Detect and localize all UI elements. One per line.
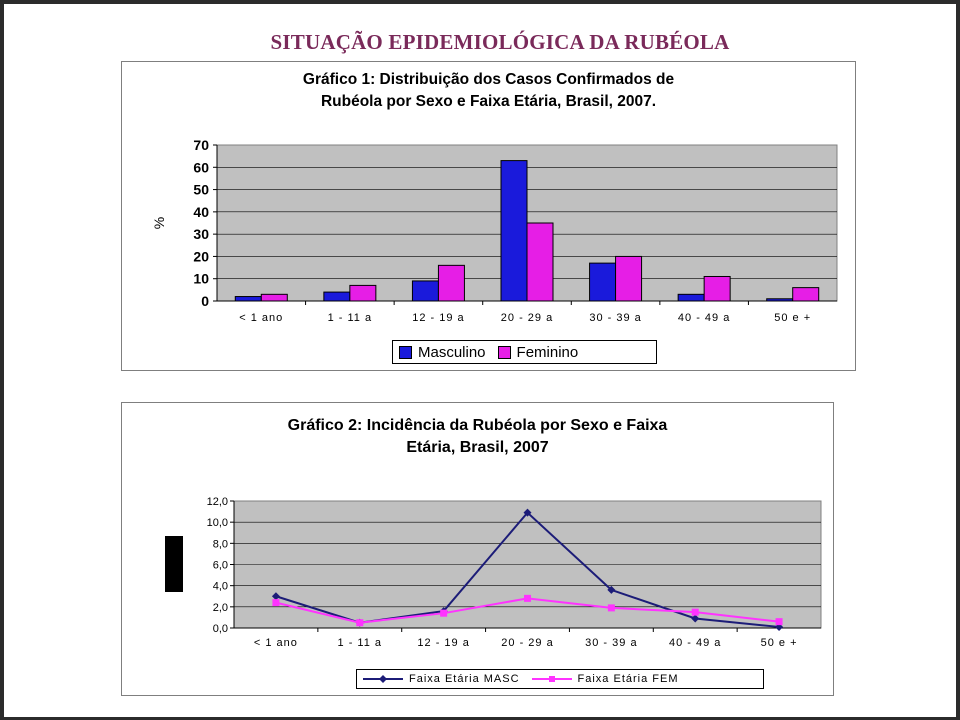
bar-feminino <box>350 285 376 301</box>
line-point-fem <box>440 610 447 617</box>
chart-2-ytick-label: 0,0 <box>212 623 228 635</box>
line-point-fem <box>776 618 783 625</box>
chart-1-ytick-label: 30 <box>193 226 209 243</box>
bar-masculino <box>590 263 616 301</box>
chart-2-box <box>121 402 834 696</box>
chart-1-title-line1: Gráfico 1: Distribuição dos Casos Confirmados de <box>302 71 675 88</box>
chart-2-ytick-label: 8,0 <box>212 538 228 551</box>
chart-1-svg <box>122 62 855 370</box>
bar-masculino <box>767 299 793 301</box>
chart-2-legend <box>356 669 764 689</box>
legend-label-fem: Feminino <box>516 343 579 361</box>
frame-left <box>0 0 4 720</box>
bar-feminino <box>438 265 464 301</box>
bar-masculino <box>678 294 704 301</box>
bar-masculino <box>412 281 438 301</box>
bar-masculino <box>235 297 261 301</box>
chart-1-ytick-label: 20 <box>193 248 209 265</box>
chart-2-ylabel-block <box>165 536 183 592</box>
chart-2-xtick-label: 30 - 39 a <box>585 637 638 649</box>
frame-right <box>956 0 960 720</box>
chart-1-ytick-label: 50 <box>193 181 209 198</box>
chart-1-ytick-label: 40 <box>193 203 209 220</box>
chart-1-ytick-label: 0 <box>201 293 209 309</box>
chart-1-title-line2: Rubéola por Sexo e Faixa Etária, Brasil, 2007. <box>320 93 657 110</box>
chart-2-svg <box>122 403 833 695</box>
line-point-fem <box>692 609 699 616</box>
chart-1-xtick-label: 20 - 29 a <box>500 312 554 324</box>
chart-2-ytick-label: 4,0 <box>212 580 228 593</box>
legend-line-masc-icon <box>363 674 403 684</box>
bar-feminino <box>616 256 642 301</box>
legend-label-masc-line: Faixa Etária MASC <box>409 673 520 685</box>
line-point-fem <box>524 595 531 602</box>
chart-2-ytick-label: 10,0 <box>206 517 228 530</box>
chart-1-xtick-label: 40 - 49 a <box>677 312 731 324</box>
chart-1-legend-item-masc <box>399 344 486 361</box>
legend-label-masc: Masculino <box>418 343 486 361</box>
legend-swatch-fem <box>498 346 511 359</box>
chart-1-xtick-label: 30 - 39 a <box>589 312 642 324</box>
line-point-fem <box>272 599 279 606</box>
line-point-fem <box>356 619 363 626</box>
legend-swatch-masc <box>399 346 412 359</box>
bar-feminino <box>793 288 819 301</box>
bar-feminino <box>261 294 287 301</box>
bar-masculino <box>501 161 527 301</box>
chart-1-legend <box>392 340 657 364</box>
chart-1-box <box>121 61 856 371</box>
chart-2-legend-item-masc <box>363 673 520 685</box>
chart-2-xtick-label: 50 e + <box>760 637 798 649</box>
chart-2-legend-item-fem <box>532 673 679 685</box>
slide-title: SITUAÇÃO EPIDEMIOLÓGICA DA RUBÉOLA <box>270 30 730 54</box>
chart-1-legend-item-fem <box>498 344 579 361</box>
chart-2-ytick-label: 12,0 <box>206 496 228 508</box>
bar-masculino <box>324 292 350 301</box>
chart-2-xtick-label: 1 - 11 a <box>337 637 383 649</box>
legend-line-fem-icon <box>532 674 572 684</box>
chart-1-xtick-label: 12 - 19 a <box>412 312 465 324</box>
chart-1-xtick-label: 1 - 11 a <box>327 312 373 324</box>
bar-feminino <box>527 223 553 301</box>
chart-2-xtick-label: 20 - 29 a <box>501 637 554 649</box>
chart-2-ytick-label: 6,0 <box>212 559 228 572</box>
chart-2-xtick-label: < 1 ano <box>253 637 298 649</box>
frame-top <box>0 0 960 4</box>
chart-2-xtick-label: 12 - 19 a <box>417 637 470 649</box>
chart-1-ylabel: % <box>151 216 167 230</box>
chart-2-xtick-label: 40 - 49 a <box>669 637 722 649</box>
line-point-fem <box>608 604 615 611</box>
chart-2-title-line1: Gráfico 2: Incidência da Rubéola por Sexo e Faixa <box>287 417 668 434</box>
chart-2-ytick-label: 2,0 <box>212 601 228 614</box>
chart-1-ytick-label: 70 <box>193 137 209 153</box>
chart-1-xtick-label: 50 e + <box>774 312 812 324</box>
legend-label-fem-line: Faixa Etária FEM <box>577 673 679 685</box>
chart-2-title-line2: Etária, Brasil, 2007 <box>406 439 549 456</box>
bar-feminino <box>704 276 730 301</box>
chart-1-ytick-label: 60 <box>193 159 209 176</box>
chart-1-ytick-label: 10 <box>193 270 209 287</box>
chart-1-xtick-label: < 1 ano <box>239 312 284 324</box>
